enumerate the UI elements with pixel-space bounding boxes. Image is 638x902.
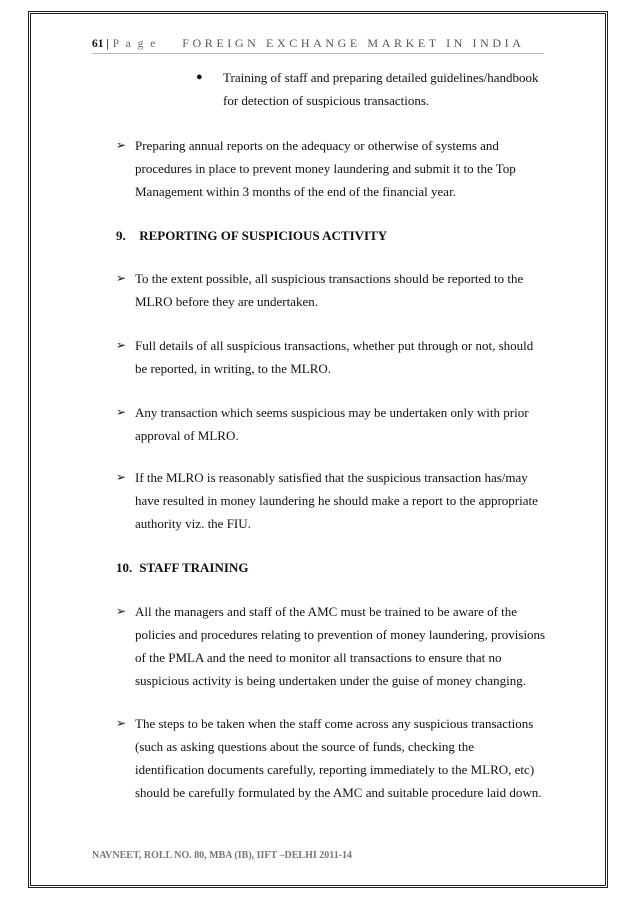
list-item-line: authority viz. the FIU. <box>135 516 251 531</box>
list-item-line: All the managers and staff of the AMC must be trained to be aware of the <box>135 604 518 619</box>
section-number: 10. <box>116 560 133 575</box>
list-item-line: If the MLRO is reasonably satisfied that the suspicious transaction has/may <box>135 470 528 485</box>
section-title: STAFF TRAINING <box>139 560 249 575</box>
list-item-line: suspicious activity is being undertaken under the guise of money changing. <box>135 673 526 688</box>
page-number: 61 <box>92 38 104 50</box>
list-item-line: Full details of all suspicious transactions, whether put through or not, should <box>135 338 534 353</box>
list-item-line: Management within 3 months of the end of the financial year. <box>135 184 456 199</box>
arrow-bullet-icon: ➢ <box>116 470 127 484</box>
list-item-line: approval of MLRO. <box>135 428 239 443</box>
header-separator: | <box>106 38 109 50</box>
arrow-bullet-icon: ➢ <box>116 271 127 285</box>
page-header <box>92 36 544 54</box>
list-item-line: procedures in place to prevent money laundering and submit it to the Top <box>135 161 516 176</box>
section-heading-9 <box>116 224 387 247</box>
page-label: P a g e <box>112 38 158 50</box>
bullet-dot-icon: ● <box>196 71 203 83</box>
list-item-line: MLRO before they are undertaken. <box>135 294 319 309</box>
list-item-line: be reported, in writing, to the MLRO. <box>135 361 332 376</box>
list-item-line: (such as asking questions about the source of funds, checking the <box>135 739 475 754</box>
arrow-bullet-icon: ➢ <box>116 138 127 152</box>
list-item-line: have resulted in money laundering he should make a report to the appropriate <box>135 493 538 508</box>
list-item-line: Any transaction which seems suspicious may be undertaken only with prior <box>135 405 529 420</box>
section-title: REPORTING OF SUSPICIOUS ACTIVITY <box>139 228 388 243</box>
section-heading-10 <box>116 556 248 579</box>
list-item-line: policies and procedures relating to prevention of money laundering, provisions <box>135 627 546 642</box>
list-item-line: To the extent possible, all suspicious transactions should be reported to the <box>135 271 524 286</box>
list-item-line: The steps to be taken when the staff come across any suspicious transactions <box>135 716 534 731</box>
list-item-line: of the PMLA and the need to monitor all transactions to ensure that no <box>135 650 502 665</box>
list-item-line: identification documents carefully, reporting immediately to the MLRO, etc) <box>135 762 535 777</box>
list-item-line: should be carefully formulated by the AMC and suitable procedure laid down. <box>135 785 542 800</box>
document-title: FOREIGN EXCHANGE MARKET IN INDIA <box>182 36 525 50</box>
header-rule <box>92 53 544 54</box>
section-number: 9. <box>116 228 126 243</box>
list-item-line: Preparing annual reports on the adequacy or otherwise of systems and <box>135 138 499 153</box>
arrow-bullet-icon: ➢ <box>116 338 127 352</box>
arrow-bullet-icon: ➢ <box>116 405 127 419</box>
arrow-bullet-icon: ➢ <box>116 716 127 730</box>
list-item-line: for detection of suspicious transactions. <box>223 93 430 108</box>
page-footer: NAVNEET, ROLL NO. 80, MBA (IB), IIFT –DELHI 2011-14 <box>92 850 353 861</box>
arrow-bullet-icon: ➢ <box>116 604 127 618</box>
list-item-line: Training of staff and preparing detailed guidelines/handbook <box>223 70 539 85</box>
